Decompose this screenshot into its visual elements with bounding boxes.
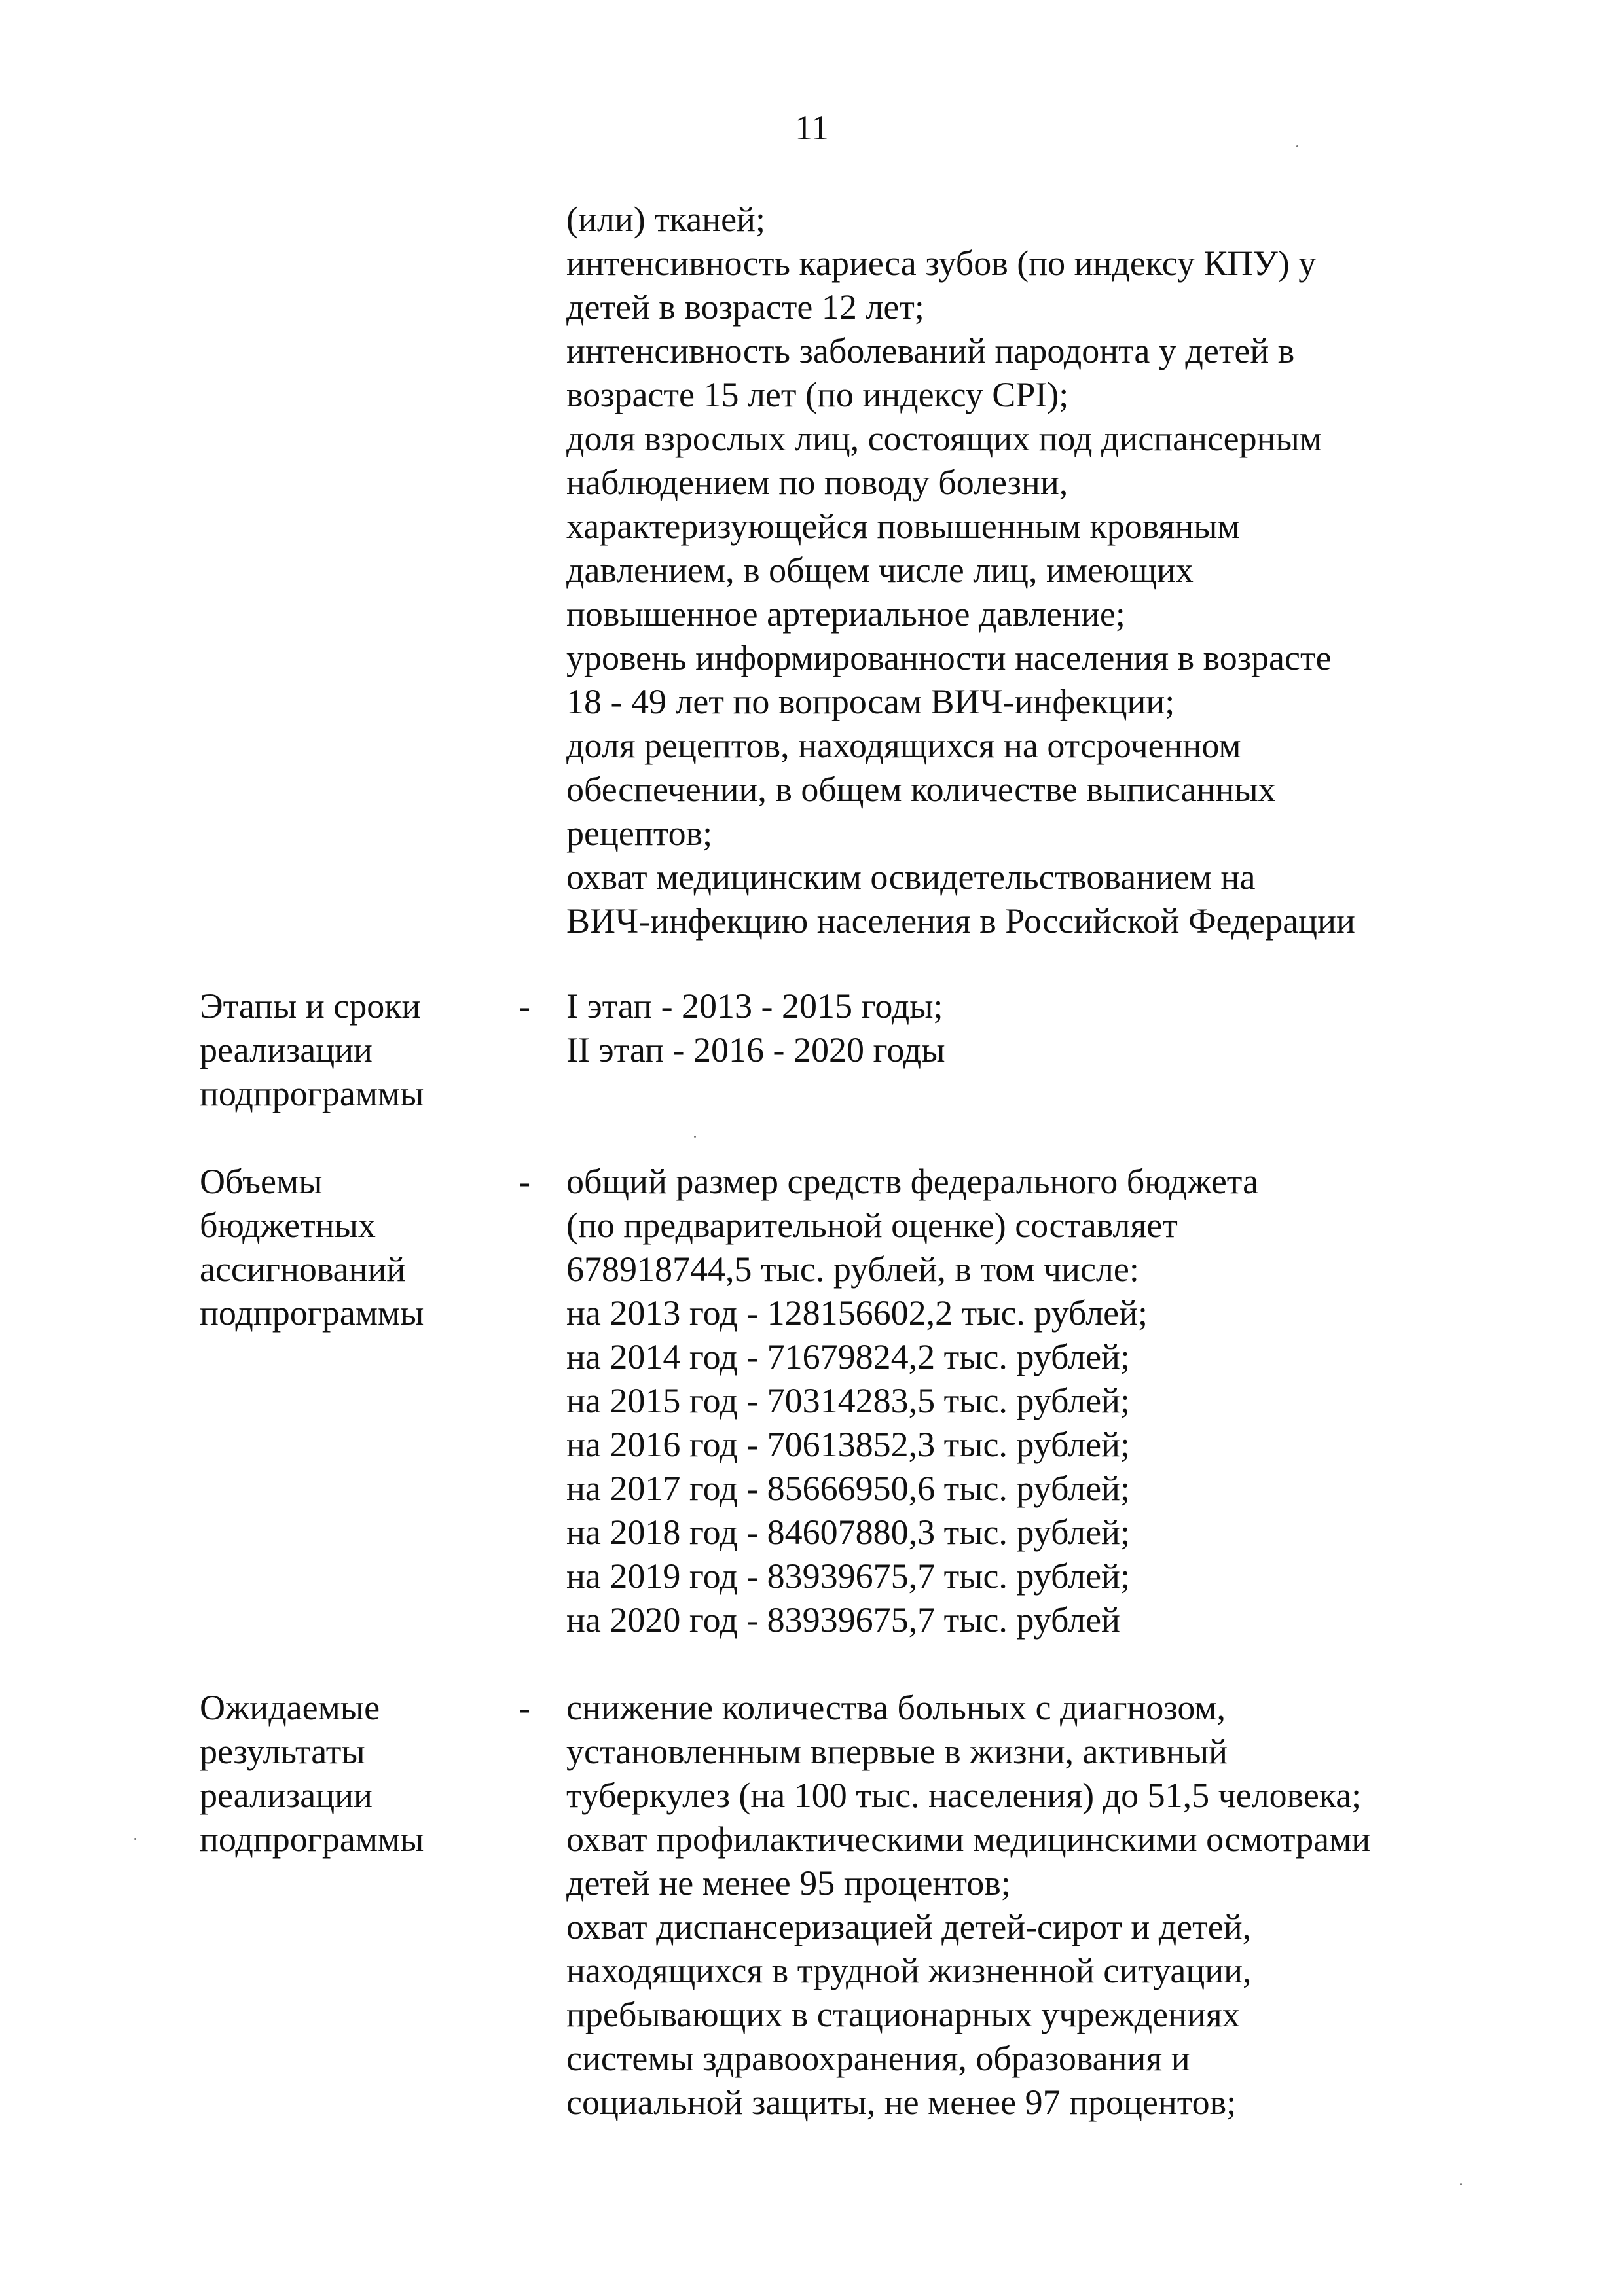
scan-speck	[694, 1136, 696, 1138]
page-number: 11	[795, 108, 829, 147]
results-content-line: охват профилактическими медицинскими осмотрами	[566, 1820, 1371, 1859]
budget-content-line: на 2020 год - 83939675,7 тыс. рублей	[566, 1600, 1120, 1640]
intro-line: доля взрослых лиц, состоящих под диспансерным	[566, 419, 1322, 458]
scan-speck	[134, 1838, 136, 1840]
budget-content-line: (по предварительной оценке) составляет	[566, 1206, 1178, 1245]
budget-content-line: на 2015 год - 70314283,5 тыс. рублей;	[566, 1381, 1130, 1420]
intro-line: обеспечении, в общем количестве выписанных	[566, 770, 1276, 809]
budget-label-line: ассигнований	[200, 1249, 406, 1289]
results-content-line: находящихся в трудной жизненной ситуации,	[566, 1951, 1252, 1990]
intro-line: давлением, в общем числе лиц, имеющих	[566, 550, 1194, 590]
results-content-line: снижение количества больных с диагнозом,	[566, 1688, 1226, 1727]
intro-line: наблюдением по поводу болезни,	[566, 463, 1068, 502]
intro-line: возрасте 15 лет (по индексу CPI);	[566, 375, 1069, 414]
budget-content-line: на 2017 год - 85666950,6 тыс. рублей;	[566, 1469, 1130, 1508]
results-content-line: туберкулез (на 100 тыс. населения) до 51,5 человека;	[566, 1776, 1362, 1815]
stages-label-line: Этапы и сроки	[200, 986, 421, 1026]
results-content-line: социальной защиты, не менее 97 процентов;	[566, 2083, 1237, 2122]
intro-line: детей в возрасте 12 лет;	[566, 287, 924, 327]
budget-content-line: общий размер средств федерального бюджета	[566, 1162, 1259, 1201]
intro-line: рецептов;	[566, 814, 713, 853]
stages-content-line: I этап - 2013 - 2015 годы;	[566, 986, 943, 1026]
budget-label-line: Объемы	[200, 1162, 323, 1201]
intro-line: ВИЧ-инфекцию населения в Российской Федерации	[566, 901, 1355, 941]
results-label-line: реализации	[200, 1776, 373, 1815]
scan-speck	[1460, 2183, 1462, 2185]
intro-line: доля рецептов, находящихся на отсроченном	[566, 726, 1241, 765]
results-label-line: Ожидаемые	[200, 1688, 380, 1727]
stages-content-line: II этап - 2016 - 2020 годы	[566, 1030, 945, 1069]
stages-label-line: подпрограммы	[200, 1074, 424, 1113]
budget-content-line: на 2013 год - 128156602,2 тыс. рублей;	[566, 1293, 1148, 1333]
intro-line: уровень информированности населения в возрасте	[566, 638, 1332, 677]
intro-line: охват медицинским освидетельствованием на	[566, 857, 1256, 897]
intro-line: интенсивность кариеса зубов (по индексу КПУ) у	[566, 243, 1317, 283]
budget-label-line: бюджетных	[200, 1206, 376, 1245]
results-content-line: системы здравоохранения, образования и	[566, 2039, 1190, 2078]
budget-content-line: на 2016 год - 70613852,3 тыс. рублей;	[566, 1425, 1130, 1464]
scan-speck	[1296, 145, 1298, 147]
results-dash: -	[519, 1688, 530, 1727]
intro-line: повышенное артериальное давление;	[566, 594, 1125, 634]
results-content-line: установленным впервые в жизни, активный	[566, 1732, 1228, 1771]
stages-dash: -	[519, 986, 530, 1026]
results-content-line: пребывающих в стационарных учреждениях	[566, 1995, 1240, 2034]
results-content-line: охват диспансеризацией детей-сирот и детей,	[566, 1907, 1252, 1946]
stages-label-line: реализации	[200, 1030, 373, 1069]
intro-line: 18 - 49 лет по вопросам ВИЧ-инфекции;	[566, 682, 1175, 721]
intro-line: интенсивность заболеваний пародонта у детей в	[566, 331, 1295, 370]
budget-content-line: на 2018 год - 84607880,3 тыс. рублей;	[566, 1513, 1130, 1552]
results-content-line: детей не менее 95 процентов;	[566, 1863, 1011, 1903]
budget-content-line: 678918744,5 тыс. рублей, в том числе:	[566, 1249, 1139, 1289]
budget-dash: -	[519, 1162, 530, 1201]
intro-line: (или) тканей;	[566, 200, 765, 239]
budget-content-line: на 2019 год - 83939675,7 тыс. рублей;	[566, 1556, 1130, 1596]
budget-content-line: на 2014 год - 71679824,2 тыс. рублей;	[566, 1337, 1130, 1376]
results-label-line: результаты	[200, 1732, 365, 1771]
budget-label-line: подпрограммы	[200, 1293, 424, 1333]
results-label-line: подпрограммы	[200, 1820, 424, 1859]
intro-line: характеризующейся повышенным кровяным	[566, 507, 1240, 546]
